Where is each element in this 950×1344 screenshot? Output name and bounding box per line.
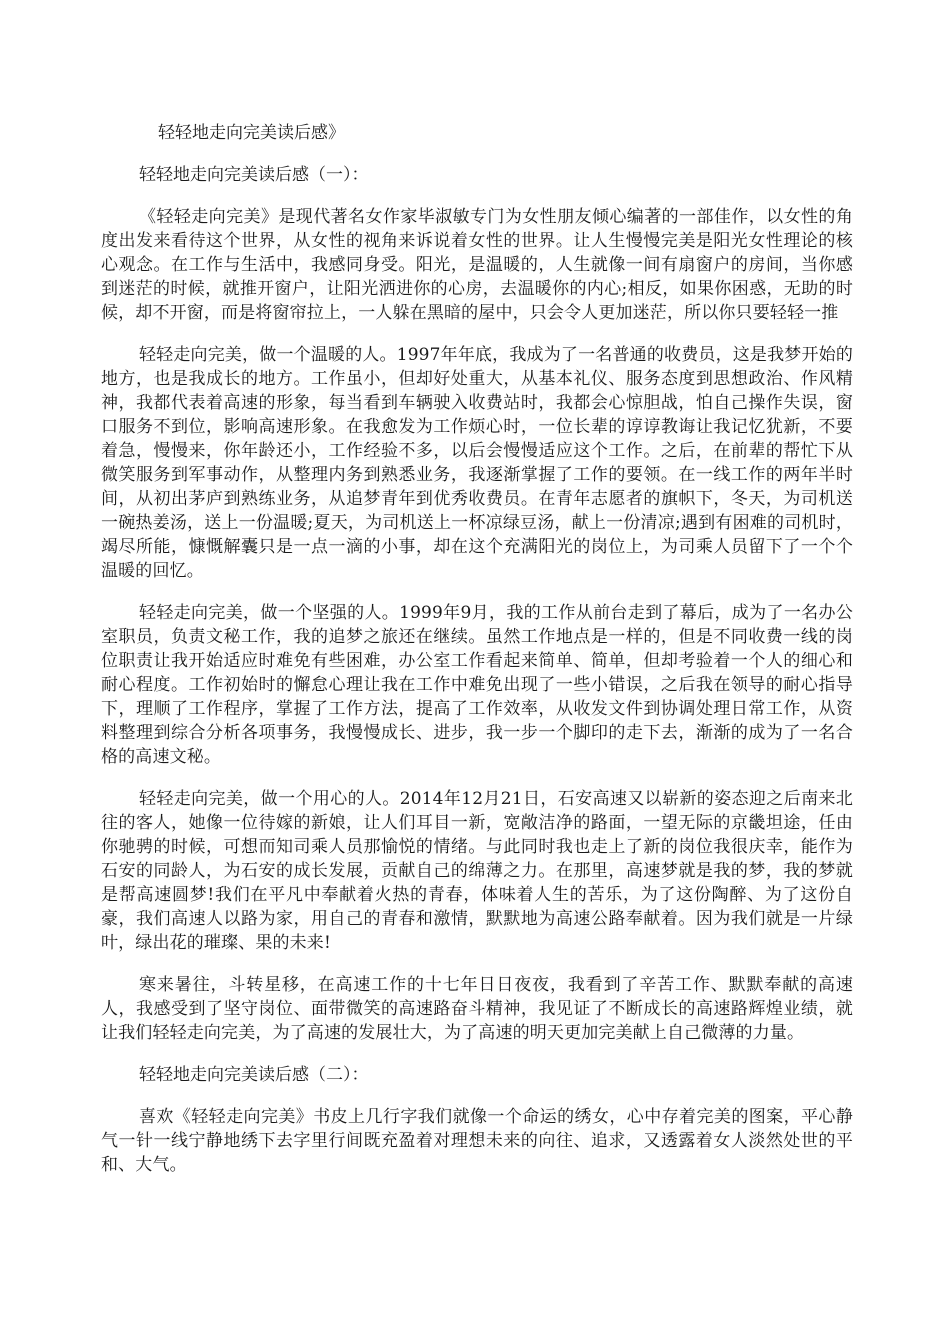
section-heading-1: 轻轻地走向完美读后感（一）： (139, 165, 369, 185)
document-body (101, 163, 853, 1195)
section-heading-2: 轻轻地走向完美读后感（二）： (139, 1065, 369, 1085)
paragraph: 《轻轻走向完美》是现代著名女作家毕淑敏专门为女性朋友倾心编著的一部佳作，以女性的角度出发来看待这个世界，从女性的视角来诉说着女性的世界。让人生慢慢完美是阳光女性理论的核心观念。在工作与生活中，我感同身受。阳光，是温暖的，人生就像一间有扇窗户的房间，当你感到迷茫的时候，就推开窗户，让阳光洒进你的心房，去温暖你的内心;相反，如果你困惑，无助的时候，却不开窗，而是将窗帘拉上，一人躲在黑暗的屋中，只会令人更加迷茫，所以你只要轻轻一推 (101, 207, 853, 323)
document-title: 轻轻地走向完美读后感》 (158, 123, 345, 143)
paragraph: 喜欢《轻轻走向完美》书皮上几行字我们就像一个命运的绣女，心中存着完美的图案，平心静气一针一线宁静地绣下去字里行间既充盈着对理想未来的向往、追求，又透露着女人淡然处世的平和、大气。 (101, 1107, 853, 1175)
paragraph: 寒来暑往，斗转星移，在高速工作的十七年日日夜夜，我看到了辛苦工作、默默奉献的高速人，我感受到了坚守岗位、面带微笑的高速路奋斗精神，我见证了不断成长的高速路辉煌业绩，就让我们轻轻走向完美，为了高速的发展壮大，为了高速的明天更加完美献上自己微薄的力量。 (101, 975, 853, 1043)
paragraph: 轻轻走向完美，做一个用心的人。2014年12月21日，石安高速又以崭新的姿态迎之后南来北往的客人，她像一位待嫁的新娘，让人们耳目一新，宽敞洁净的路面，一望无际的京畿坦途，任由你驰骋的时候，可想而知司乘人员那愉悦的情绪。与此同时我也走上了新的岗位我很庆幸，能作为石安的同龄人，为石安的成长发展，贡献自己的绵薄之力。在那里，高速梦就是我的梦，我的梦就是帮高速圆梦!我们在平凡中奉献着火热的青春，体味着人生的苦乐，为了这份陶醉、为了这份自豪，我们高速人以路为家，用自己的青春和激情，默默地为高速公路奉献着。因为我们就是一片绿叶，绿出花的璀璨、果的未来! (101, 789, 853, 953)
paragraph: 轻轻走向完美，做一个坚强的人。1999年9月，我的工作从前台走到了幕后，成为了一名办公室职员，负责文秘工作，我的追梦之旅还在继续。虽然工作地点是一样的，但是不同收费一线的岗位职责让我开始适应时难免有些困难，办公室工作看起来简单、简单，但却考验着一个人的细心和耐心程度。工作初始时的懈怠心理让我在工作中难免出现了一些小错误，之后我在领导的耐心指导下，理顺了工作程序，掌握了工作方法，提高了工作效率，从收发文件到协调处理日常工作，从资料整理到综合分析各项事务，我慢慢成长、进步，我一步一个脚印的走下去，渐渐的成为了一名合格的高速文秘。 (101, 603, 853, 767)
paragraph: 轻轻走向完美，做一个温暖的人。1997年年底，我成为了一名普通的收费员，这是我梦开始的地方，也是我成长的地方。工作虽小，但却好处重大，从基本礼仪、服务态度到思想政治、作风精神，我都代表着高速的形象，每当看到车辆驶入收费站时，我都会心惊胆战，怕自己操作失误，窗口服务不到位，影响高速形象。在我愈发为工作烦心时，一位长辈的谆谆教诲让我记忆犹新，不要着急，慢慢来，你年龄还小，工作经验不多，以后会慢慢适应这个工作。之后，在前辈的帮忙下从微笑服务到军事动作，从整理内务到熟悉业务，我逐渐掌握了工作的要领。在一线工作的两年半时间，从初出茅庐到熟练业务，从追梦青年到优秀收费员。在青年志愿者的旗帜下，冬天，为司机送一碗热姜汤，送上一份温暖;夏天，为司机送上一杯凉绿豆汤，献上一份清凉;遇到有困难的司机时，竭尽所能，慷慨解囊只是一点一滴的小事，却在这个充满阳光的岗位上，为司乘人员留下了一个个温暖的回忆。 (101, 345, 853, 581)
